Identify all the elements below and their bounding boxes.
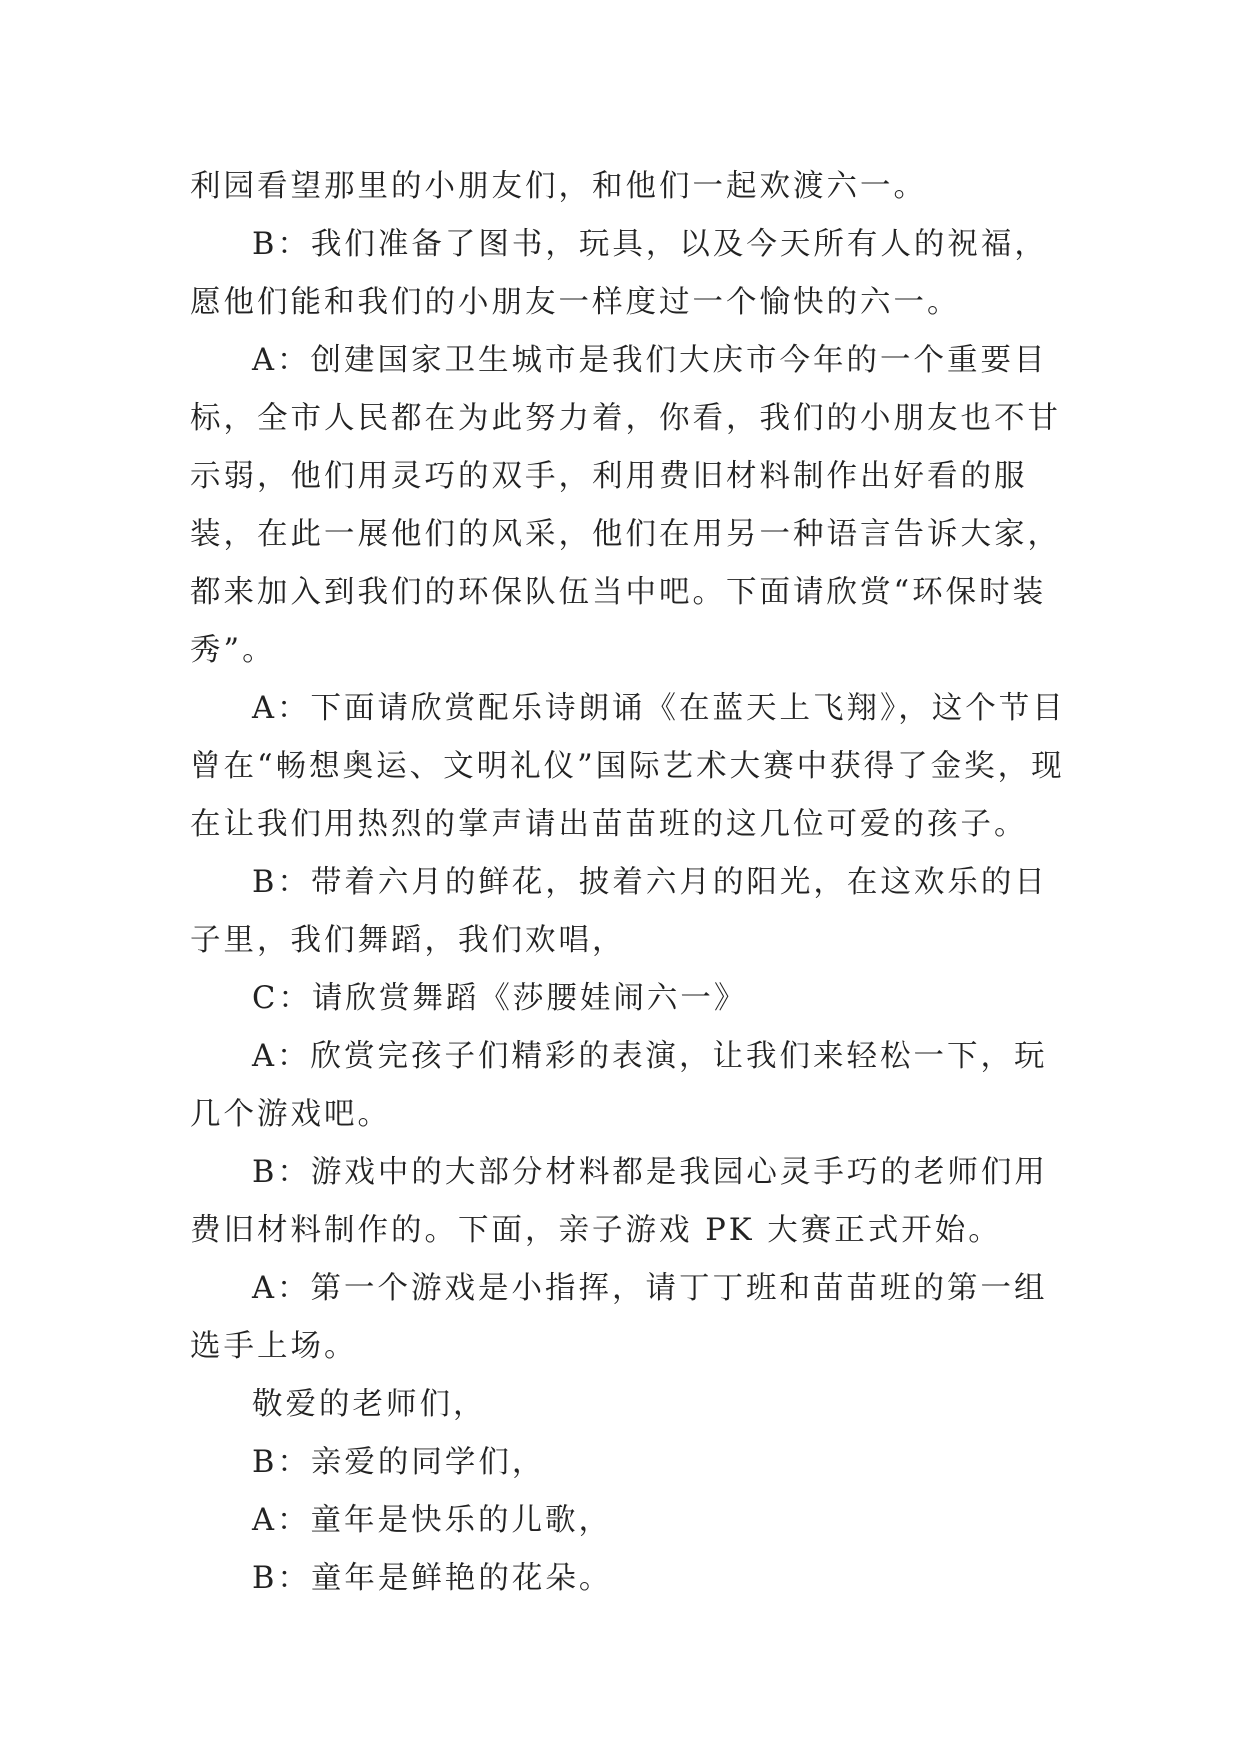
paragraph: B：我们准备了图书，玩具，以及今天所有人的祝福，愿他们能和我们的小朋友一样度过一个愉快的六一。 [190,227,1048,320]
paragraph: B：带着六月的鲜花，披着六月的阳光，在这欢乐的日子里，我们舞蹈，我们欢唱， [190,865,1048,958]
paragraph: A：童年是快乐的儿歌， [252,1503,613,1538]
paragraph: A：欣赏完孩子们精彩的表演，让我们来轻松一下，玩几个游戏吧。 [190,1039,1048,1132]
paragraph: A：创建国家卫生城市是我们大庆市今年的一个重要目标，全市人民都在为此努力着，你看，我们的小朋友也不甘示弱，他们用灵巧的双手，利用费旧材料制作出好看的服装，在此一展他们的风采，他们在用另一种语言告诉大家，都来加入到我们的环保队伍当中吧。下面请欣赏“环保时装秀”。 [190,343,1061,668]
paragraph: 敬爱的老师们， [252,1387,487,1422]
paragraph: B：童年是鲜艳的花朵。 [252,1561,613,1596]
paragraph: B：亲爱的同学们， [252,1445,546,1480]
paragraph: 利园看望那里的小朋友们，和他们一起欢渡六一。 [190,169,927,204]
paragraph: B：游戏中的大部分材料都是我园心灵手巧的老师们用费旧材料制作的。下面，亲子游戏 PK 大赛正式开始。 [190,1155,1048,1248]
paragraph: C：请欣赏舞蹈《莎腰娃闹六一》 [252,981,748,1016]
paragraph: A：第一个游戏是小指挥，请丁丁班和苗苗班的第一组选手上场。 [190,1271,1048,1364]
paragraph: A：下面请欣赏配乐诗朗诵《在蓝天上飞翔》，这个节目曾在“畅想奥运、文明礼仪”国际艺术大赛中获得了金奖，现在让我们用热烈的掌声请出苗苗班的这几位可爱的孩子。 [190,691,1066,842]
document-body [190,158,1070,1608]
